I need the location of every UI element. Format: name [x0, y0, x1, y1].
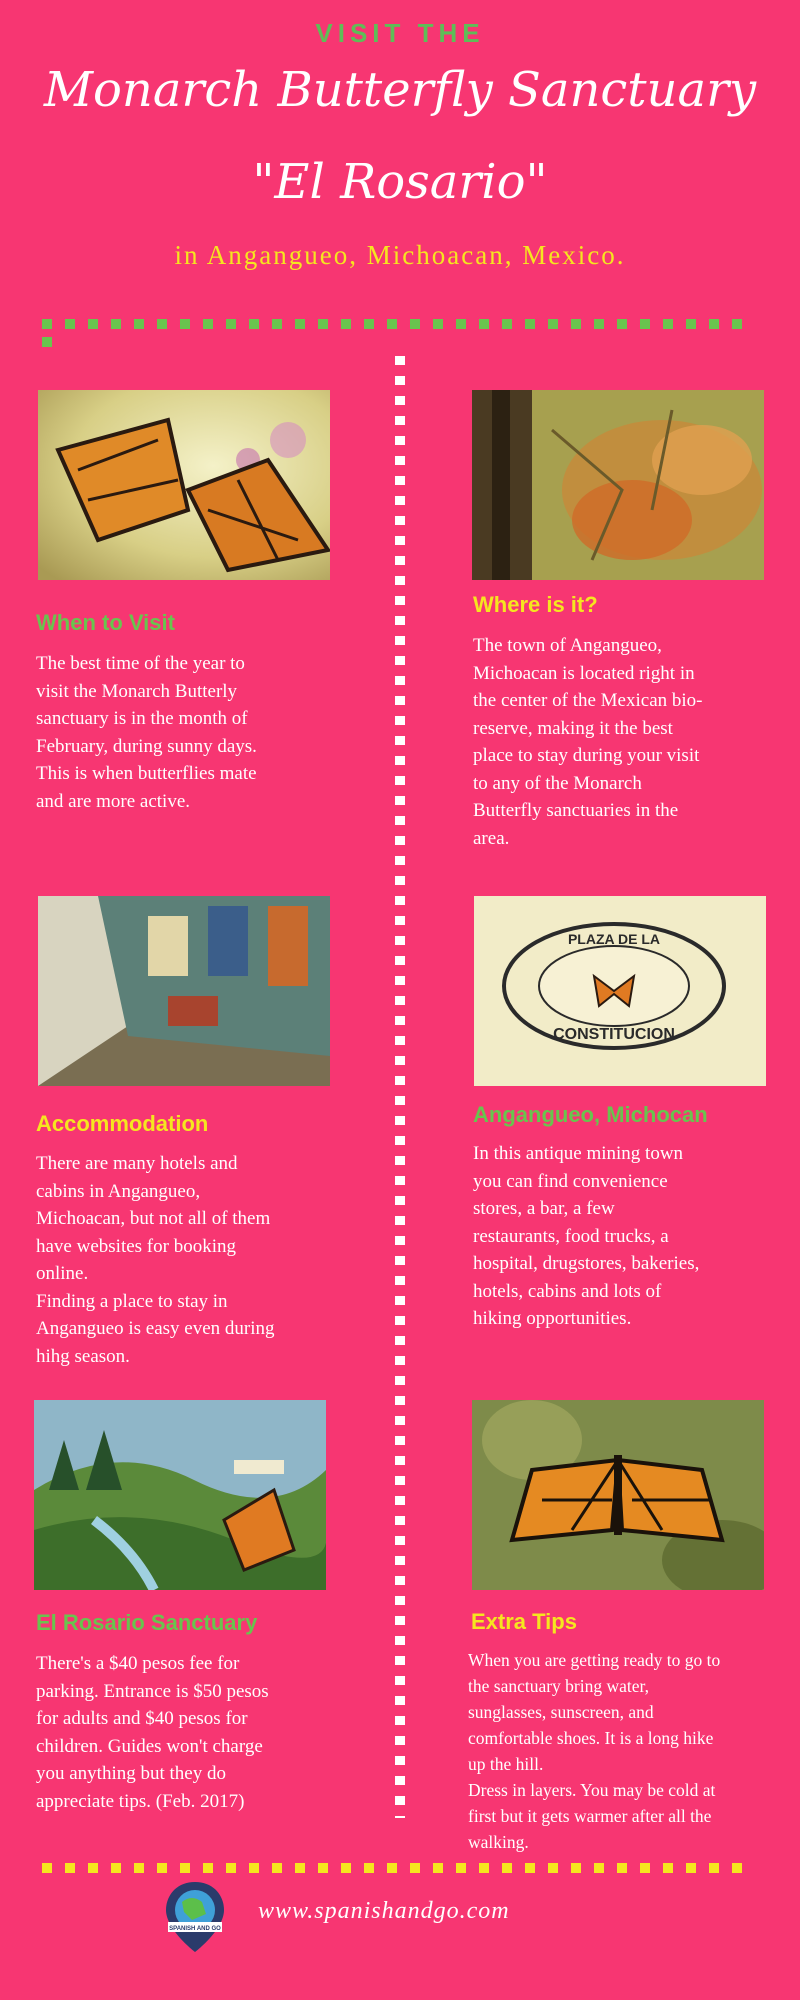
dash-square: [226, 319, 236, 329]
sign-bottom-text: CONSTITUCION: [553, 1026, 675, 1043]
dash-square: [686, 1863, 696, 1873]
dash-square: [479, 319, 489, 329]
dash-square: [249, 319, 259, 329]
dash-square: [180, 319, 190, 329]
dash-square: [433, 1863, 443, 1873]
dash-square: [479, 1863, 489, 1873]
dash-square: [88, 1863, 98, 1873]
street-mural-photo: [38, 896, 330, 1086]
dash-square: [594, 1863, 604, 1873]
dash-square: [42, 319, 52, 329]
dash-square: [709, 1863, 719, 1873]
dash-square: [640, 1863, 650, 1873]
dash-square: [111, 1863, 121, 1873]
vertical-dash-divider: [395, 356, 405, 1818]
when-to-visit-text: The best time of the year to visit the Monarch Butterly sanctuary is in the month of February, during sunny days. This is when butterflies mate and are more active.: [36, 653, 257, 812]
dash-square: [410, 319, 420, 329]
logo-text: SPANISH AND GO: [169, 1926, 221, 1932]
dash-square: [686, 319, 696, 329]
dash-square: [525, 1863, 535, 1873]
yellow-dash-divider: [42, 1860, 762, 1870]
sanctuary-mural-photo: [34, 1400, 326, 1590]
dash-square: [663, 319, 673, 329]
dash-square: [65, 1863, 75, 1873]
dash-square: [571, 319, 581, 329]
el-rosario-heading: El Rosario Sanctuary: [36, 1610, 258, 1635]
globe-pin-logo: [162, 1880, 228, 1954]
dash-square: [318, 319, 328, 329]
dash-square: [111, 319, 121, 329]
dash-square: [295, 1863, 305, 1873]
dash-square: [502, 319, 512, 329]
sign-top-text: PLAZA DE LA: [567, 931, 661, 947]
dash-square: [732, 1863, 742, 1873]
page-title-line2: "El Rosario": [252, 154, 548, 210]
dash-square: [134, 319, 144, 329]
angangueo-heading: Angangueo, Michocan: [473, 1102, 708, 1127]
dash-square: [341, 319, 351, 329]
extra-tips-heading: Extra Tips: [471, 1609, 577, 1634]
dash-square: [272, 1863, 282, 1873]
dash-square: [88, 319, 98, 329]
where-is-it-text: The town of Angangueo, Michoacan is located right in the center of the Mexican bio- reserve, making it the best place to stay during your visit to any of the Monarch Butterfly sanctuaries in the area.: [473, 635, 703, 849]
dash-square: [226, 1863, 236, 1873]
dash-square: [433, 319, 443, 329]
dash-square: [180, 1863, 190, 1873]
page-title-line1: Monarch Butterfly Sanctuary: [43, 62, 757, 118]
dash-square: [364, 1863, 374, 1873]
extra-tips-text: When you are getting ready to go to the sanctuary bring water, sunglasses, sunscreen, and comfortable shoes. It is a long hike up the hill. Dress in layers. You may be cold at first but it gets warmer after all the walking.: [468, 1650, 721, 1852]
dash-square: [525, 319, 535, 329]
dash-square: [42, 1863, 52, 1873]
dash-square: [709, 319, 719, 329]
accommodation-text: There are many hotels and cabins in Angangueo, Michoacan, but not all of them have websites for booking online. Finding a place to stay in Angangueo is easy even during hihg season.: [36, 1153, 275, 1367]
monarch-butterfly-closeup-photo: [472, 1400, 764, 1590]
green-dash-divider: [42, 316, 772, 326]
dash-square: [456, 1863, 466, 1873]
kicker-text: VISIT THE: [315, 18, 485, 48]
el-rosario-text: There's a $40 pesos fee for parking. Entrance is $50 pesos for adults and $40 pesos for children. Guides won't charge you anything but they do appreciate tips. (Feb. 2017): [36, 1653, 269, 1812]
dash-square: [364, 319, 374, 329]
dash-square: [640, 319, 650, 329]
dash-square: [594, 319, 604, 329]
page-subtitle: in Angangueo, Michoacan, Mexico.: [174, 240, 626, 270]
dash-square: [42, 337, 52, 347]
accommodation-heading: Accommodation: [36, 1111, 209, 1136]
dash-square: [732, 319, 742, 329]
dash-square: [272, 319, 282, 329]
monarch-butterflies-mating-photo: [38, 390, 330, 580]
dash-square: [617, 1863, 627, 1873]
dash-square: [157, 319, 167, 329]
dash-square: [502, 1863, 512, 1873]
dash-square: [387, 319, 397, 329]
angangueo-text: In this antique mining town you can find convenience stores, a bar, a few restaurants, food trucks, a hospital, drugstores, bakeries, hotels, cabins and lots of hiking opportunities.: [473, 1143, 700, 1329]
plaza-de-la-constitucion-sign-photo: [474, 896, 766, 1086]
where-is-it-heading: Where is it?: [473, 592, 598, 617]
dash-square: [134, 1863, 144, 1873]
dash-square: [410, 1863, 420, 1873]
dash-square: [456, 319, 466, 329]
dash-square: [203, 319, 213, 329]
dash-square: [341, 1863, 351, 1873]
dash-square: [249, 1863, 259, 1873]
dash-square: [548, 319, 558, 329]
dash-square: [318, 1863, 328, 1873]
dash-square: [203, 1863, 213, 1873]
dash-square: [617, 319, 627, 329]
dash-square: [295, 319, 305, 329]
dash-square: [65, 319, 75, 329]
dash-square: [548, 1863, 558, 1873]
dash-square: [571, 1863, 581, 1873]
dash-square: [157, 1863, 167, 1873]
website-url-link[interactable]: www.spanishandgo.com: [258, 1898, 510, 1924]
dash-square: [663, 1863, 673, 1873]
when-to-visit-heading: When to Visit: [36, 610, 175, 635]
butterfly-cluster-on-tree-photo: [472, 390, 764, 580]
dash-square: [387, 1863, 397, 1873]
